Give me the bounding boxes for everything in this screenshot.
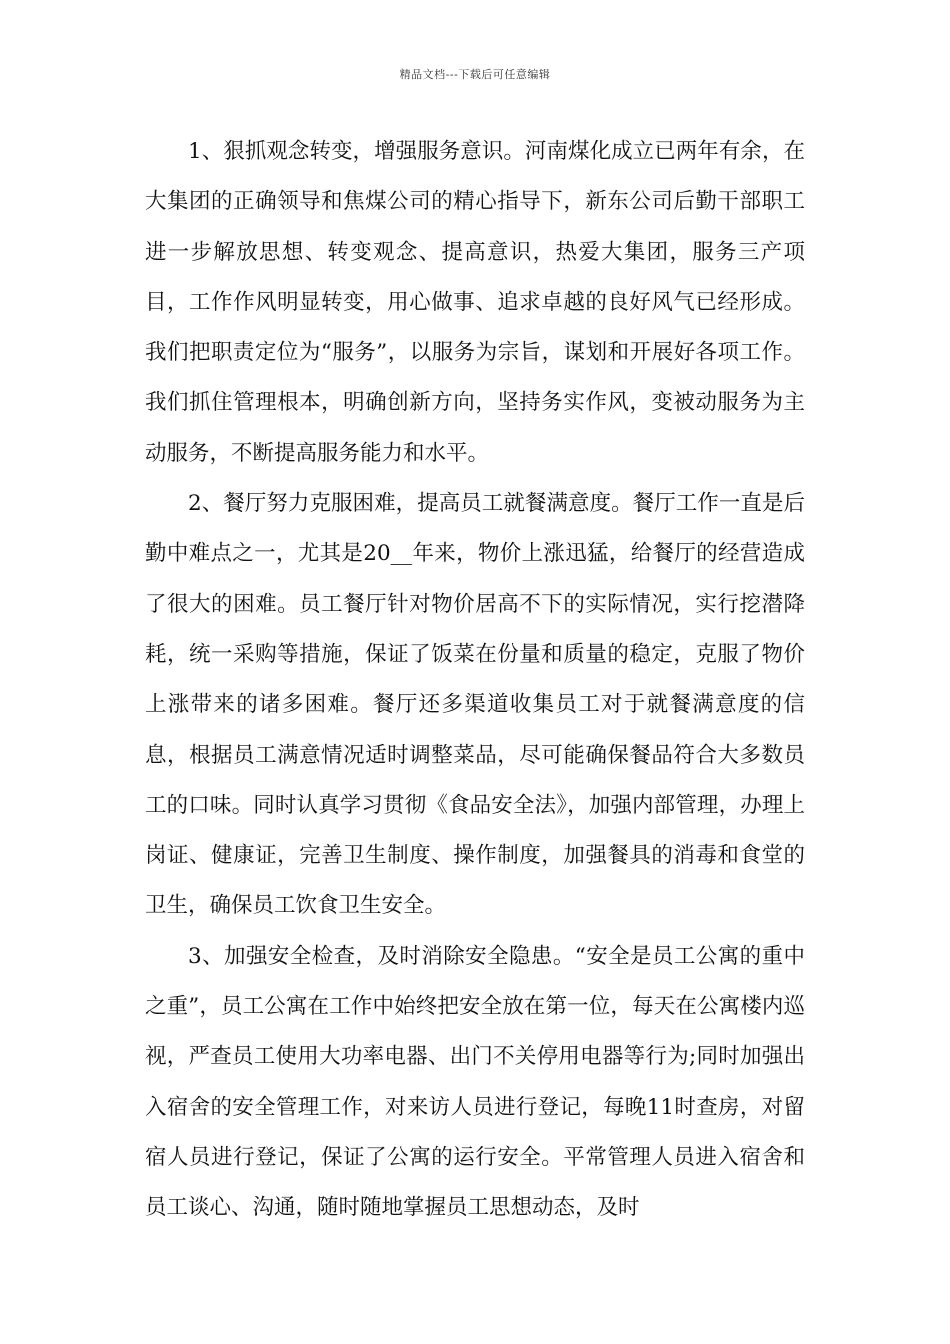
paragraph-2: 2、餐厅努力克服困难，提高员工就餐满意度。餐厅工作一直是后勤中难点之一，尤其是20__年来，物价上涨迅猛，给餐厅的经营造成了很大的困难。员工餐厅针对物价居高不下的实际情况，实行挖潜降耗，统一采购等措施，保证了饭菜在份量和质量的稳定，克服了物价上涨带来的诸多困难。餐厅还多渠道收集员工对于就餐满意度的信息，根据员工满意情况适时调整菜品，尽可能确保餐品符合大多数员工的口味。同时认真学习贯彻《食品安全法》，加强内部管理，办理上岗证、健康证，完善卫生制度、操作制度，加强餐具的消毒和食堂的卫生，确保员工饮食卫生安全。: [145, 491, 805, 919]
paragraph-3: 3、加强安全检查，及时消除安全隐患。“安全是员工公寓的重中之重”，员工公寓在工作中始终把安全放在第一位，每天在公寓楼内巡视，严查员工使用大功率电器、出门不关停用电器等行为;同时加强出入宿舍的安全管理工作，对来访人员进行登记，每晚11时查房，对留宿人员进行登记，保证了公寓的运行安全。平常管理人员进入宿舍和员工谈心、沟通，随时随地掌握员工思想动态，及时: [145, 943, 805, 1221]
page-header: 精品文档---下载后可任意编辑: [399, 68, 551, 81]
document-body: [145, 127, 805, 1234]
paragraph-1: 1、狠抓观念转变，增强服务意识。河南煤化成立已两年有余，在大集团的正确领导和焦煤公司的精心指导下，新东公司后勤干部职工进一步解放思想、转变观念、提高意识，热爱大集团，服务三产项目，工作作风明显转变，用心做事、追求卓越的良好风气已经形成。我们把职责定位为“服务”，以服务为宗旨，谋划和开展好各项工作。我们抓住管理根本，明确创新方向，坚持务实作风，变被动服务为主动服务，不断提高服务能力和水平。: [145, 139, 805, 466]
